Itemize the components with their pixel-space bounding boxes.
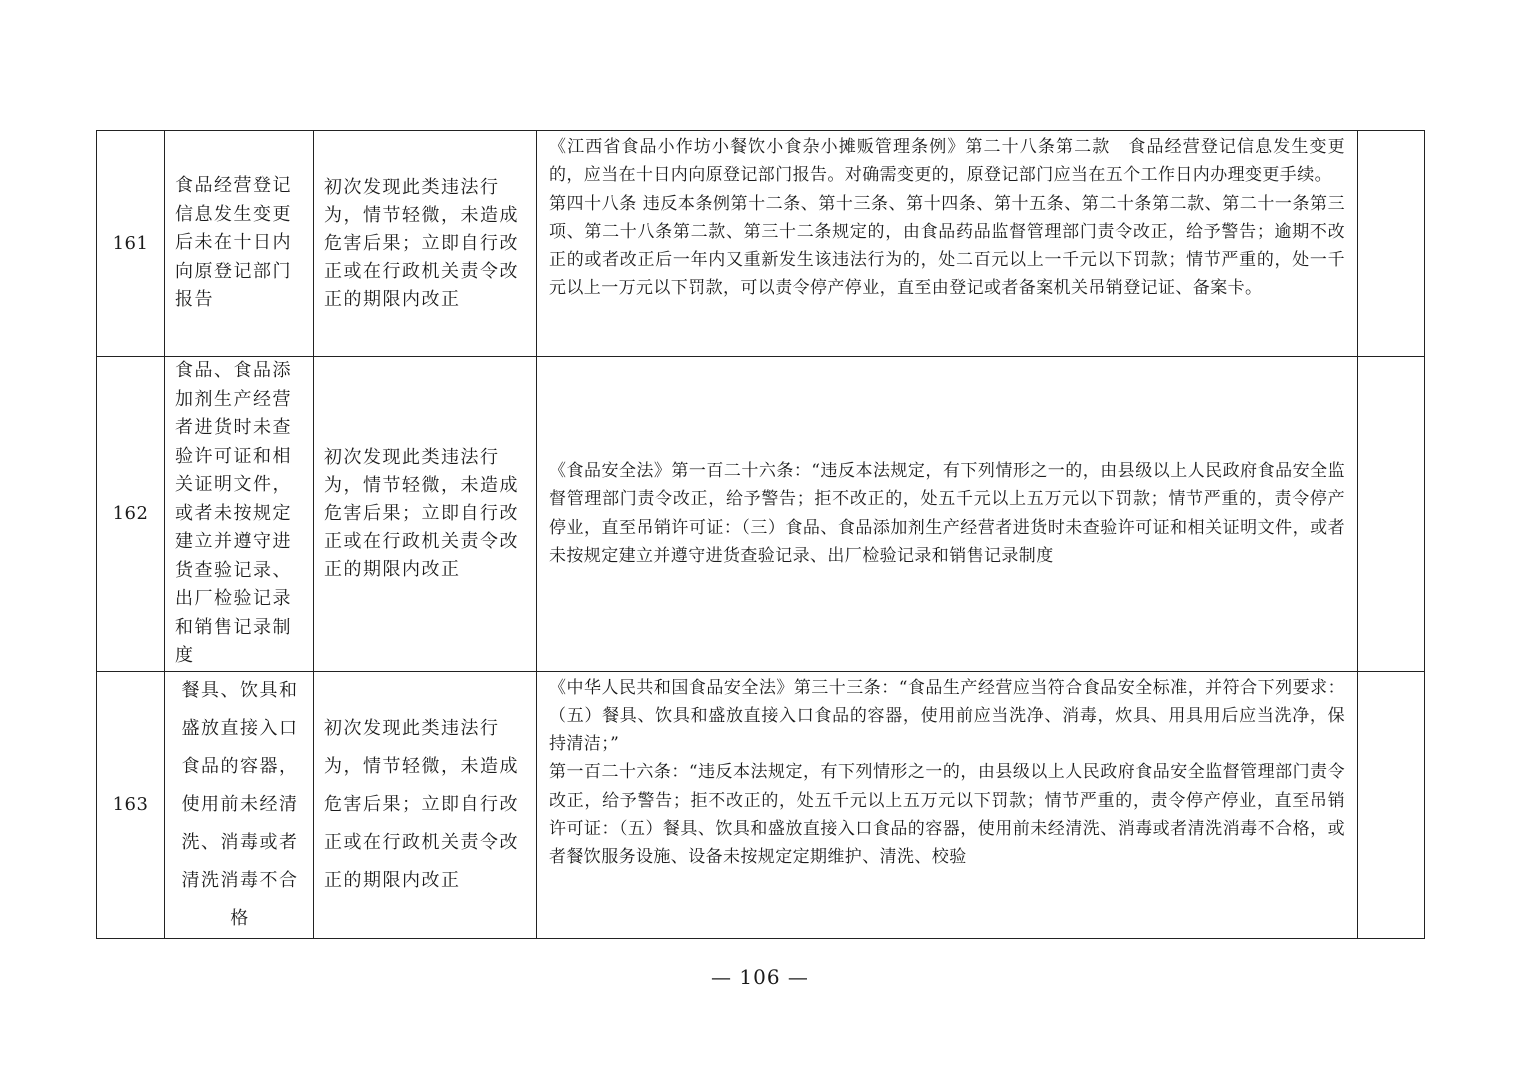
page-number: — 106 — bbox=[711, 965, 809, 989]
table-row bbox=[97, 131, 1425, 357]
row-number: 162 bbox=[97, 357, 165, 672]
legal-basis-paragraph: 《江西省食品小作坊小餐饮小食杂小摊贩管理条例》第二十八条第二款 食品经营登记信息发生变更的，应当在十日内向原登记部门报告。对确需变更的，原登记部门应当在五个工作日内办理变更手续。 bbox=[549, 137, 1345, 186]
row-number: 163 bbox=[97, 671, 165, 938]
table-row bbox=[97, 357, 1425, 672]
remarks-cell bbox=[1358, 357, 1425, 672]
legal-basis-paragraph: 第一百二十六条：“违反本法规定，有下列情形之一的，由县级以上人民政府食品安全监督管理部门责令改正，给予警告；拒不改正的，处五千元以上五万元以下罚款；情节严重的，责令停产停业，直至吊销许可证：（五）餐具、饮具和盛放直接入口食品的容器，使用前未经清洗、消毒或者清洗消毒不合格，或者餐饮服务设施、设备未按规定定期维护、清洗、校验 bbox=[549, 762, 1345, 868]
legal-basis-paragraph: 第四十八条 违反本条例第十二条、第十三条、第十四条、第十五条、第二十条第二款、第二十一条第三项、第二十八条第二款、第三十二条规定的，由食品药品监督管理部门责令改正，给予警告；逾期不改正的或者改正后一年内又重新发生该违法行为的，处二百元以上一千元以下罚款；情节严重的，处一千元以上一万元以下罚款，可以责令停产停业，直至由登记或者备案机关吊销登记证、备案卡。 bbox=[549, 193, 1345, 299]
legal-basis bbox=[537, 131, 1358, 357]
violation-item: 食品、食品添加剂生产经营者进货时未查验许可证和相关证明文件，或者未按规定建立并遵守进货查验记录、出厂检验记录和销售记录制度 bbox=[165, 357, 314, 672]
exemption-condition: 初次发现此类违法行为，情节轻微，未造成危害后果；立即自行改正或在行政机关责令改正的期限内改正 bbox=[314, 357, 537, 672]
regulation-table bbox=[96, 130, 1425, 939]
violation-item: 餐具、饮具和盛放直接入口食品的容器，使用前未经清洗、消毒或者清洗消毒不合格 bbox=[165, 671, 314, 938]
remarks-cell bbox=[1358, 671, 1425, 938]
legal-basis-paragraph: 《中华人民共和国食品安全法》第三十三条：“食品生产经营应当符合食品安全标准，并符合下列要求：（五）餐具、饮具和盛放直接入口食品的容器，使用前应当洗净、消毒，炊具、用具用后应当洗净，保持清洁；” bbox=[549, 677, 1345, 755]
exemption-condition: 初次发现此类违法行为，情节轻微，未造成危害后果；立即自行改正或在行政机关责令改正的期限内改正 bbox=[314, 671, 537, 938]
table-row bbox=[97, 671, 1425, 938]
row-number: 161 bbox=[97, 131, 165, 357]
legal-basis-paragraph: 《食品安全法》第一百二十六条：“违反本法规定，有下列情形之一的，由县级以上人民政府食品安全监督管理部门责令改正，给予警告；拒不改正的，处五千元以上五万元以下罚款；情节严重的，责令停产停业，直至吊销许可证：（三）食品、食品添加剂生产经营者进货时未查验许可证和相关证明文件，或者未按规定建立并遵守进货查验记录、出厂检验记录和销售记录制度 bbox=[549, 461, 1345, 567]
legal-basis bbox=[537, 357, 1358, 672]
legal-basis bbox=[537, 671, 1358, 938]
violation-item: 食品经营登记信息发生变更后未在十日内向原登记部门报告 bbox=[165, 131, 314, 357]
exemption-condition: 初次发现此类违法行为，情节轻微，未造成危害后果；立即自行改正或在行政机关责令改正的期限内改正 bbox=[314, 131, 537, 357]
remarks-cell bbox=[1358, 131, 1425, 357]
